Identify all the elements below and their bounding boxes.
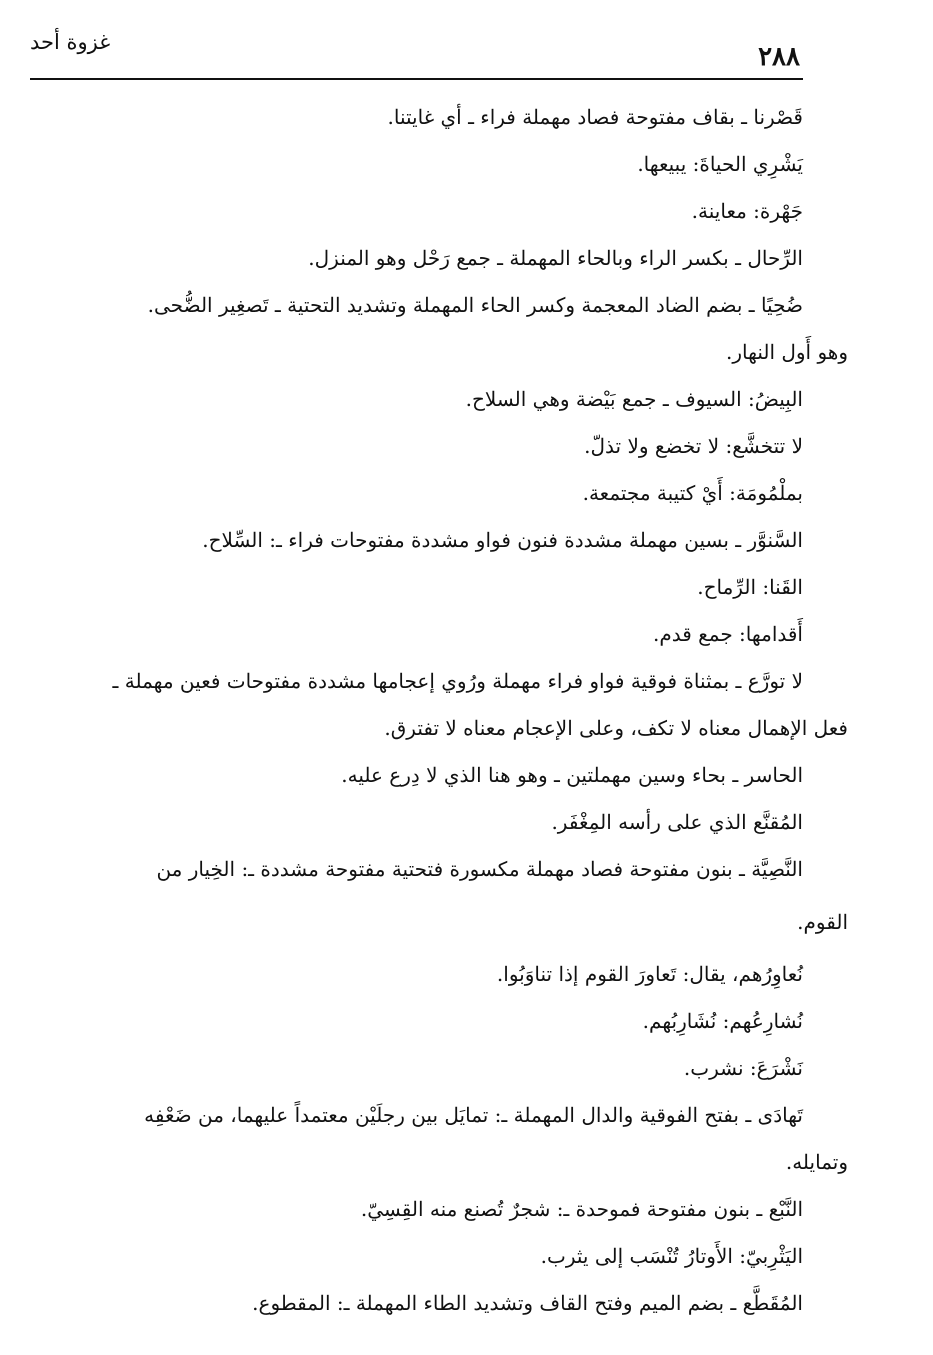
glossary-entry: أَقدامها: جمع قدم. <box>652 622 803 646</box>
glossary-entry: جَهْرة: معاينة. <box>691 199 803 223</box>
glossary-entry: يَشْرِي الحياةَ: يبيعها. <box>637 152 803 176</box>
glossary-entry-continuation: وتمايله. <box>785 1150 848 1174</box>
glossary-entry: الرِّحال ـ بكسر الراء وبالحاء المهملة ـ جمع رَحْل وهو المنزل. <box>308 246 803 270</box>
glossary-entry: بملْمُومَة: أَيْ كتيبة مجتمعة. <box>582 481 803 505</box>
running-title: غزوة أحد <box>30 30 111 54</box>
glossary-entry: نُشارِعُهم: نُشَارِبُهم. <box>642 1009 803 1033</box>
glossary-entry: السَّنوَّر ـ بسين مهملة مشددة فنون فواو مشددة مفتوحات فراء ـ: السِّلاح. <box>202 528 803 552</box>
glossary-entry: القَنا: الرِّماح. <box>697 575 803 599</box>
glossary-entry: ضُحِيًا ـ بضم الضاد المعجمة وكسر الحاء المهملة وتشديد التحتية ـ تَصغِير الضُّحى. <box>147 293 803 317</box>
glossary-entry: الحاسر ـ بحاء وسين مهملتين ـ وهو هنا الذي لا دِرع عليه. <box>341 763 803 787</box>
glossary-entry-continuation: وهو أَول النهار. <box>725 340 848 364</box>
glossary-entry: نُعاوِرُهم، يقال: تَعاورَ القوم إذا تناوَبُوا. <box>496 962 803 986</box>
glossary-entry: النَّصِيَّة ـ بنون مفتوحة فصاد مهملة مكسورة فتحتية مفتوحة مشددة ـ: الخِيار من <box>156 857 803 881</box>
glossary-body <box>40 94 848 1327</box>
glossary-entry-continuation: القوم. <box>797 910 848 934</box>
glossary-entry: النَّبْع ـ بنون مفتوحة فموحدة ـ: شجرٌ تُصنع منه القِسِيّ. <box>360 1197 803 1221</box>
glossary-entry: اليَثْرِبيّ: الأَوتارُ تُنْسَب إلى يثرب. <box>540 1244 803 1268</box>
glossary-entry: قَصْرنا ـ بقاف مفتوحة فصاد مهملة فراء ـ أي غايتنا. <box>387 105 803 129</box>
glossary-entry: المُقَطَّع ـ بضم الميم وفتح القاف وتشديد الطاء المهملة ـ: المقطوع. <box>252 1291 803 1315</box>
page-number: ٢٨٨ <box>758 42 800 72</box>
page-header <box>30 30 800 80</box>
header-rule <box>30 78 803 80</box>
glossary-entry: نَشْرَعَ: نشرب. <box>683 1056 803 1080</box>
glossary-entry-continuation: فعل الإهمال معناه لا تكف، وعلى الإعجام معناه لا تفترق. <box>384 716 848 740</box>
glossary-entry: البِيضُ: السيوف ـ جمع بَيْضة وهي السلاح. <box>465 387 803 411</box>
glossary-entry: لا تتخشَّع: لا تخضع ولا تذلّ. <box>584 434 803 458</box>
glossary-entry: لا تورَّع ـ بمثناة فوقية فواو فراء مهملة ورُوي إعجامها مشددة مفتوحات فعين مهملة ـ <box>112 669 803 693</box>
glossary-entry: المُقنَّع الذي على رأسه المِغْفَر. <box>551 810 803 834</box>
glossary-entry: تَهادَى ـ بفتح الفوقية والدال المهملة ـ: تمايَل بين رجلَيْن معتمداً عليهما، من ضَعْفِه <box>144 1103 803 1127</box>
